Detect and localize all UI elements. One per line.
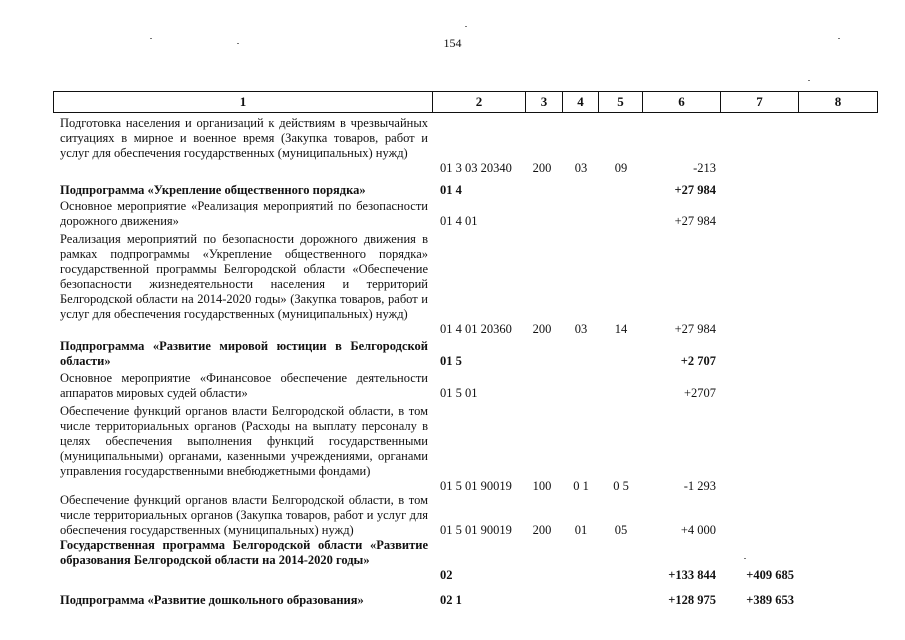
row-col-7: +409 685 <box>746 568 794 582</box>
scan-speck <box>150 38 152 39</box>
row-col-6: +27 984 <box>674 214 716 228</box>
row-description: Подготовка населения и организаций к действиям в чрезвычайных ситуациях в мирное и военное время (Закупка товаров, работ и услуг для обеспечения государственных (муниципальных) нужд) <box>60 116 428 160</box>
row-description: Основное мероприятие «Реализация мероприятий по безопасности дорожного движения» <box>60 199 428 228</box>
row-code: 01 5 01 90019 <box>440 479 512 493</box>
row-col-5: 05 <box>614 523 628 537</box>
row-code: 01 5 <box>440 354 462 368</box>
page-number: 154 <box>443 36 462 50</box>
row-col-3: 200 <box>532 523 552 537</box>
header-col-3: 3 <box>526 92 563 112</box>
row-description: Реализация мероприятий по безопасности дорожного движения в рамках подпрограммы «Укрепление общественного порядка» государственной программы Белгородской области «Обеспечение безопасности жизнедеятельности населения и территорий Белгородской области на 2014-2020 годы» (Закупка товаров, работ и услуг для обеспечения государственных (муниципальных) нужд) <box>60 232 428 321</box>
header-col-7: 7 <box>721 92 799 112</box>
row-code: 01 4 01 20360 <box>440 322 512 336</box>
row-col-3: 200 <box>532 161 552 175</box>
header-col-1: 1 <box>54 92 433 112</box>
row-col-5: 09 <box>614 161 628 175</box>
row-description: Обеспечение функций органов власти Белгородской области, в том числе территориальных органов (Расходы на выплату персоналу в целях обеспечения выполнения функций государственными (муниципальными) органами, казенными учреждениями, органами управления государственными внебюджетными фондами) <box>60 404 428 478</box>
header-col-6: 6 <box>643 92 721 112</box>
header-col-2: 2 <box>433 92 526 112</box>
row-description: Подпрограмма «Укрепление общественного порядка» <box>60 183 366 197</box>
row-code: 02 1 <box>440 593 462 607</box>
header-col-8: 8 <box>834 94 842 109</box>
header-col-4: 4 <box>563 92 599 112</box>
row-description: Подпрограмма «Развитие дошкольного образования» <box>60 593 364 607</box>
row-col-6: +2 707 <box>680 354 716 368</box>
row-col-6: +4 000 <box>680 523 716 537</box>
row-code: 01 4 <box>440 183 462 197</box>
row-col-4: 03 <box>574 322 588 336</box>
row-col-6: -213 <box>693 161 716 175</box>
row-col-6: +2707 <box>683 386 716 400</box>
row-col-3: 200 <box>532 322 552 336</box>
row-col-4: 03 <box>574 161 588 175</box>
scan-speck <box>237 43 239 44</box>
row-code: 02 <box>440 568 453 582</box>
row-description: Основное мероприятие «Финансовое обеспечение деятельности аппаратов мировых судей области» <box>60 371 428 400</box>
row-col-6: +133 844 <box>668 568 716 582</box>
row-code: 01 3 03 20340 <box>440 161 512 175</box>
scan-speck <box>808 80 810 81</box>
row-col-6: -1 293 <box>683 479 716 493</box>
row-col-5: 0 5 <box>613 479 629 493</box>
row-col-6: +27 984 <box>674 183 716 197</box>
table-header <box>53 91 878 113</box>
row-description: Государственная программа Белгородской области «Развитие образования Белгородской области на 2014-2020 годы» <box>60 538 428 567</box>
row-description: Подпрограмма «Развитие мировой юстиции в Белгородской области» <box>60 339 428 368</box>
scan-speck <box>744 558 746 559</box>
scan-speck <box>838 38 840 39</box>
row-code: 01 4 01 <box>440 214 478 228</box>
row-col-6: +128 975 <box>668 593 716 607</box>
row-code: 01 5 01 <box>440 386 478 400</box>
row-col-4: 0 1 <box>573 479 589 493</box>
row-code: 01 5 01 90019 <box>440 523 512 537</box>
row-col-7: +389 653 <box>746 593 794 607</box>
row-col-5: 14 <box>614 322 628 336</box>
header-col-5: 5 <box>599 92 643 112</box>
scan-speck <box>465 26 467 27</box>
row-col-4: 01 <box>574 523 588 537</box>
row-description: Обеспечение функций органов власти Белгородской области, в том числе территориальных органов (Закупка товаров, работ и услуг для обеспечения государственных (муниципальных) нужд) <box>60 493 428 537</box>
row-col-6: +27 984 <box>674 322 716 336</box>
row-col-3: 100 <box>532 479 552 493</box>
